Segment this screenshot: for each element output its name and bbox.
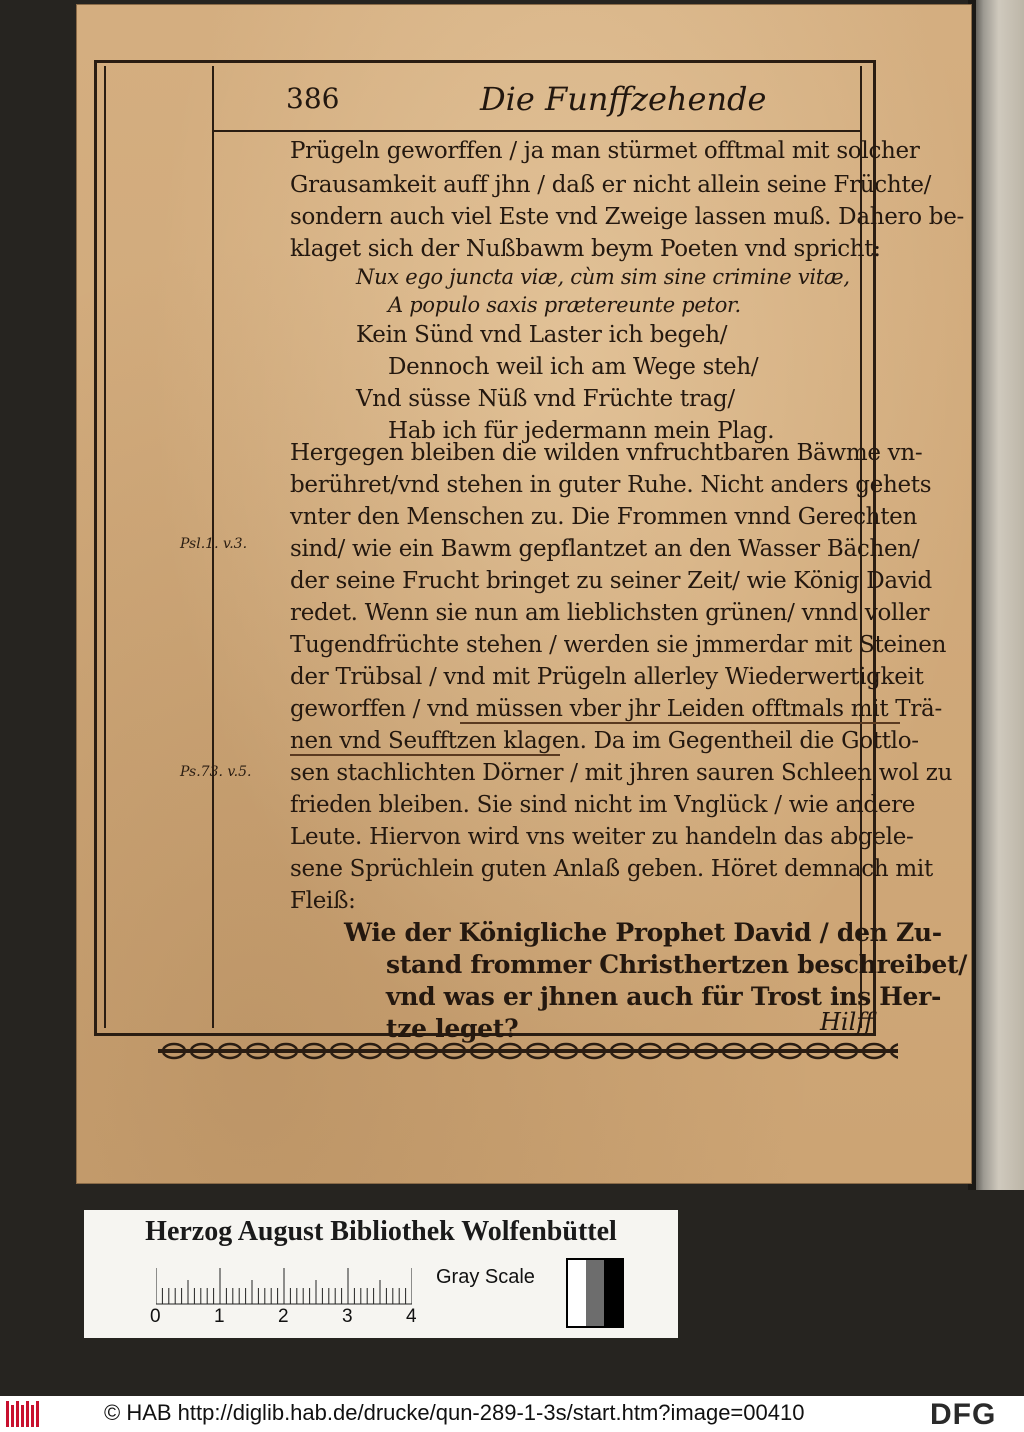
logo-bar <box>11 1405 14 1427</box>
ruler-number: 2 <box>278 1306 289 1327</box>
catchword: Hilff <box>820 1008 874 1036</box>
text-line: sondern auch viel Este vnd Zweige lassen muß. Dahero be- <box>290 204 965 230</box>
section-heading-line: tze leget? <box>386 1014 519 1043</box>
logo-bar <box>21 1405 24 1427</box>
text-line: sene Sprüchlein guten Anlaß geben. Höret demnach mit <box>290 856 933 882</box>
logo-bar <box>6 1401 9 1427</box>
verse-line: Vnd süsse Nüß vnd Früchte trag/ <box>356 386 735 412</box>
text-line: vnter den Menschen zu. Die Frommen vnnd Gerechten <box>290 504 917 530</box>
text-line: der Trübsal / vnd mit Prügeln allerley Wiederwertigkeit <box>290 664 924 690</box>
section-heading-line: stand frommer Christhertzen beschreibet/ <box>386 950 968 979</box>
latin-verse-line: A populo saxis prætereunte petor. <box>388 293 741 317</box>
text-line: redet. Wenn sie nun am lieblichsten grünen/ vnnd voller <box>290 600 930 626</box>
latin-verse-line: Nux ego juncta viæ, cùm sim sine crimine vitæ, <box>356 265 850 289</box>
footer-bar <box>0 1396 1024 1432</box>
margin-note: Psl.1. v.3. <box>180 536 248 552</box>
ruler-number: 1 <box>214 1306 225 1327</box>
gray-swatch-white <box>568 1260 586 1326</box>
ruler <box>156 1266 412 1306</box>
gray-scale-swatches <box>566 1258 624 1328</box>
running-head: Die Funffzehende <box>480 80 767 118</box>
ornamental-border <box>158 1036 898 1066</box>
hab-logo-icon <box>6 1401 42 1427</box>
text-line: Grausamkeit auff jhn / daß er nicht allein seine Früchte/ <box>290 172 932 198</box>
ruler-number: 0 <box>150 1306 161 1327</box>
ink-underline <box>460 722 900 724</box>
page-number: 386 <box>286 82 340 115</box>
text-line: Prügeln geworffen / ja man stürmet offtmal mit solcher <box>290 138 920 164</box>
header-rule <box>214 130 860 132</box>
text-line: frieden bleiben. Sie sind nicht im Vnglück / wie andere <box>290 792 916 818</box>
gray-swatch-black <box>604 1260 622 1326</box>
logo-bar <box>16 1401 19 1427</box>
dfg-logo: DFG <box>930 1398 997 1431</box>
margin-note: Ps.73. v.5. <box>180 764 252 780</box>
ruler-number: 3 <box>342 1306 353 1327</box>
adjacent-page-edge <box>968 0 1024 1190</box>
verse-line: Dennoch weil ich am Wege steh/ <box>388 354 759 380</box>
section-heading-line: vnd was er jhnen auch für Trost ins Her- <box>386 982 942 1011</box>
text-line: klaget sich der Nußbawm beym Poeten vnd spricht: <box>290 236 881 262</box>
verse-line: Kein Sünd vnd Laster ich begeh/ <box>356 322 728 348</box>
text-line: Tugendfrüchte stehen / werden sie jmmerdar mit Steinen <box>290 632 947 658</box>
text-line: Hergegen bleiben die wilden vnfruchtbaren Bäwme vn- <box>290 440 923 466</box>
source-link[interactable]: © HAB http://diglib.hab.de/drucke/qun-289-1-3s/start.htm?image=00410 <box>104 1400 805 1425</box>
text-line: der seine Frucht bringet zu seiner Zeit/ wie König David <box>290 568 932 594</box>
text-line: Fleiß: <box>290 888 356 914</box>
logo-bar <box>36 1401 39 1427</box>
text-line: sind/ wie ein Bawm gepflantzet an den Wasser Bächen/ <box>290 536 920 562</box>
library-name: Herzog August Bibliothek Wolfenbüttel <box>145 1216 617 1247</box>
section-heading-line: Wie der Königliche Prophet David / den Zu- <box>344 918 942 947</box>
text-line: geworffen / vnd müssen vber jhr Leiden offtmals mit Trä- <box>290 696 942 722</box>
gray-swatch-mid <box>586 1260 604 1326</box>
logo-bar <box>26 1401 29 1427</box>
verse-line: Hab ich für jedermann mein Plag. <box>388 418 775 444</box>
text-line: sen stachlichten Dörner / mit jhren sauren Schleen wol zu <box>290 760 953 786</box>
gray-scale-label: Gray Scale <box>436 1266 535 1288</box>
ruler-number: 4 <box>406 1306 417 1327</box>
ink-underline <box>290 754 560 756</box>
text-line: nen vnd Seufftzen klagen. Da im Gegentheil die Gottlo- <box>290 728 919 754</box>
text-line: Leute. Hiervon wird vns weiter zu handeln das abgele- <box>290 824 914 850</box>
text-line: berühret/vnd stehen in guter Ruhe. Nicht anders gehets <box>290 472 932 498</box>
logo-bar <box>31 1405 34 1427</box>
color-scale-card <box>84 1210 678 1338</box>
